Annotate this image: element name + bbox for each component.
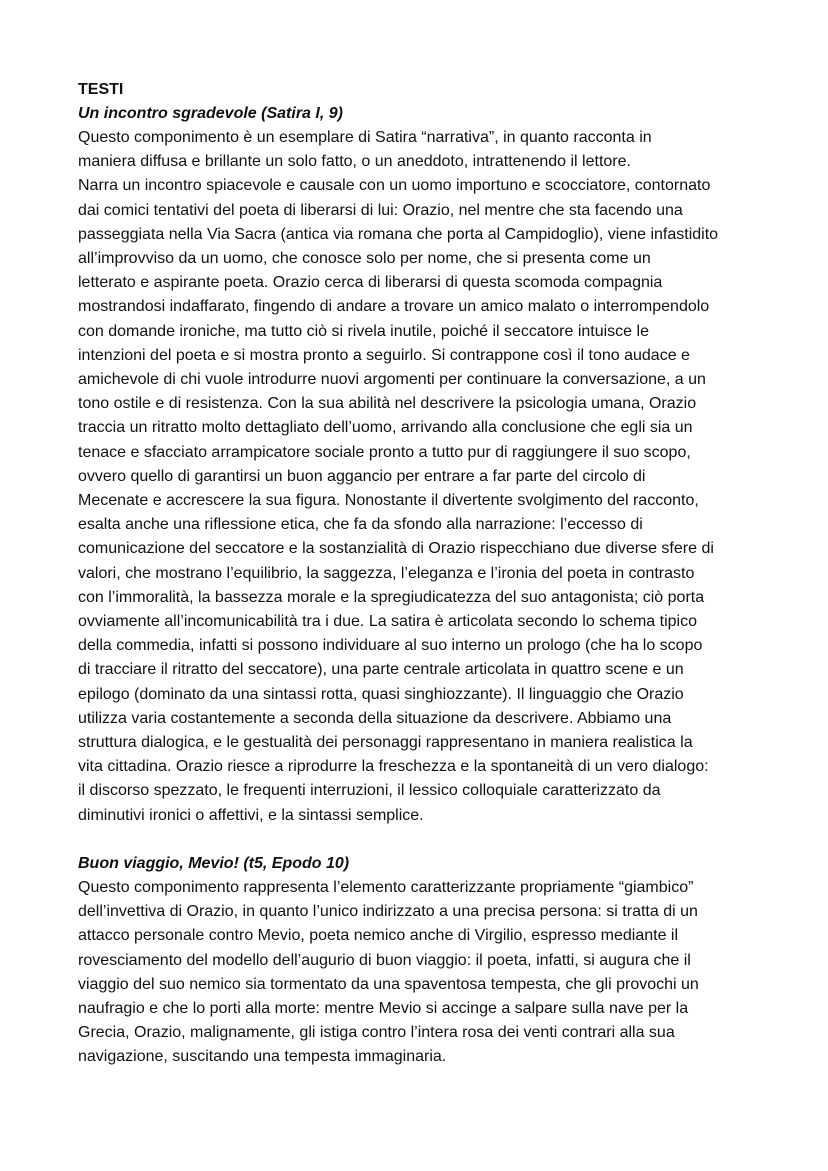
paragraph-line: rovesciamento del modello dell’augurio di buon viaggio: il poeta, infatti, si augura che il — [78, 951, 691, 969]
paragraph-line: con domande ironiche, ma tutto ciò si rivela inutile, poiché il seccatore intuisce le — [78, 322, 649, 340]
paragraph-line: attacco personale contro Mevio, poeta nemico anche di Virgilio, espresso mediante il — [78, 927, 679, 945]
paragraph-line: navigazione, suscitando una tempesta immaginaria. — [78, 1048, 447, 1066]
paragraph-line: viaggio del suo nemico sia tormentato da una spaventosa tempesta, che gli provochi un — [78, 975, 699, 993]
text-title-epodo: Buon viaggio, Mevio! (t5, Epodo 10) — [78, 854, 350, 872]
paragraph-line: con l’immoralità, la bassezza morale e la spregiudicatezza del suo antagonista; ciò porta — [78, 588, 705, 606]
paragraph-line: il discorso spezzato, le frequenti interruzioni, il lessico colloquiale caratterizzato da — [78, 782, 661, 800]
paragraph-line: all’improvviso da un uomo, che conosce solo per nome, che si presenta come un — [78, 250, 651, 268]
paragraph-line: ovviamente all’incomunicabilità tra i due. La satira è articolata secondo lo schema tipico — [78, 613, 697, 631]
document-page — [78, 78, 758, 1070]
paragraph-line: Narra un incontro spiacevole e causale con un uomo importuno e scocciatore, contornato — [78, 177, 711, 195]
paragraph-line: esalta anche una riflessione etica, che fa da sfondo alla narrazione: l’eccesso di — [78, 516, 643, 534]
text-section-satira — [78, 102, 758, 828]
paragraph-line: valori, che mostrano l’equilibrio, la saggezza, l’eleganza e l’ironia del poeta in contrasto — [78, 564, 695, 582]
paragraph-line: struttura dialogica, e le gestualità dei personaggi rappresentano in maniera realistica la — [78, 734, 693, 752]
paragraph-line: mostrandosi indaffarato, fingendo di andare a trovare un amico malato o interrompendolo — [78, 298, 710, 316]
paragraph-line: vita cittadina. Orazio riesce a riprodurre la freschezza e la spontaneità di un vero dialogo: — [78, 758, 709, 776]
paragraph-line: naufragio e che lo porti alla morte: mentre Mevio si accinge a salpare sulla nave per la — [78, 999, 689, 1017]
paragraph-line: epilogo (dominato da una sintassi rotta, quasi singhiozzante). Il linguaggio che Orazio — [78, 685, 684, 703]
text-section-epodo — [78, 852, 758, 1070]
paragraph-line: maniera diffusa e brillante un solo fatto, o un aneddoto, intrattenendo il lettore. — [78, 153, 631, 171]
paragraph-line: passeggiata nella Via Sacra (antica via romana che porta al Campidoglio), viene infastidito — [78, 225, 719, 243]
paragraph-line: amichevole di chi vuole introdurre nuovi argomenti per continuare la conversazione, a un — [78, 371, 706, 389]
text-title-satira: Un incontro sgradevole (Satira I, 9) — [78, 105, 343, 122]
paragraph-line: utilizza varia costantemente a seconda della situazione da descrivere. Abbiamo una — [78, 709, 672, 727]
paragraph-line: dai comici tentativi del poeta di liberarsi di lui: Orazio, nel mentre che sta facendo una — [78, 201, 683, 219]
paragraph-line: dell’invettiva di Orazio, in quanto l’unico indirizzato a una precisa persona: si tratta di un — [78, 903, 698, 921]
section-heading: TESTI — [78, 81, 124, 98]
paragraph-line: letterato e aspirante poeta. Orazio cerca di liberarsi di questa scomoda compagnia — [78, 274, 663, 292]
paragraph-line: Mecenate e accrescere la sua figura. Nonostante il divertente svolgimento del racconto, — [78, 492, 699, 510]
paragraph-line: Questo componimento è un esemplare di Satira “narrativa”, in quanto racconta in — [78, 129, 652, 146]
paragraph-epodo — [78, 876, 758, 1070]
paragraph-line: di tracciare il ritratto del seccatore), una parte centrale articolata in quattro scene e un — [78, 661, 684, 679]
paragraph-line: traccia un ritratto molto dettagliato dell’uomo, arrivando alla conclusione che egli sia un — [78, 419, 693, 437]
paragraph-line: Grecia, Orazio, malignamente, gli istiga contro l’intera rosa dei venti contrari alla sua — [78, 1024, 675, 1042]
paragraph-line: tono ostile e di resistenza. Con la sua abilità nel descrivere la psicologia umana, Orazio — [78, 395, 697, 413]
paragraph-satira — [78, 126, 758, 828]
section-spacer — [78, 828, 758, 852]
paragraph-line: della commedia, infatti si possono individuare al suo interno un prologo (che ha lo scopo — [78, 637, 703, 655]
paragraph-line: Questo componimento rappresenta l’elemento caratterizzante propriamente “giambico” — [78, 878, 694, 896]
paragraph-line: diminutivi ironici o affettivi, e la sintassi semplice. — [78, 806, 424, 824]
paragraph-line: comunicazione del seccatore e la sostanzialità di Orazio rispecchiano due diverse sfere di — [78, 540, 714, 558]
paragraph-line: intenzioni del poeta e si mostra pronto a seguirlo. Si contrappone così il tono audace e — [78, 346, 690, 364]
paragraph-line: ovvero quello di garantirsi un buon aggancio per entrare a far parte del circolo di — [78, 467, 646, 485]
paragraph-line: tenace e sfacciato arrampicatore sociale pronto a tutto pur di raggiungere il suo scopo, — [78, 443, 691, 461]
